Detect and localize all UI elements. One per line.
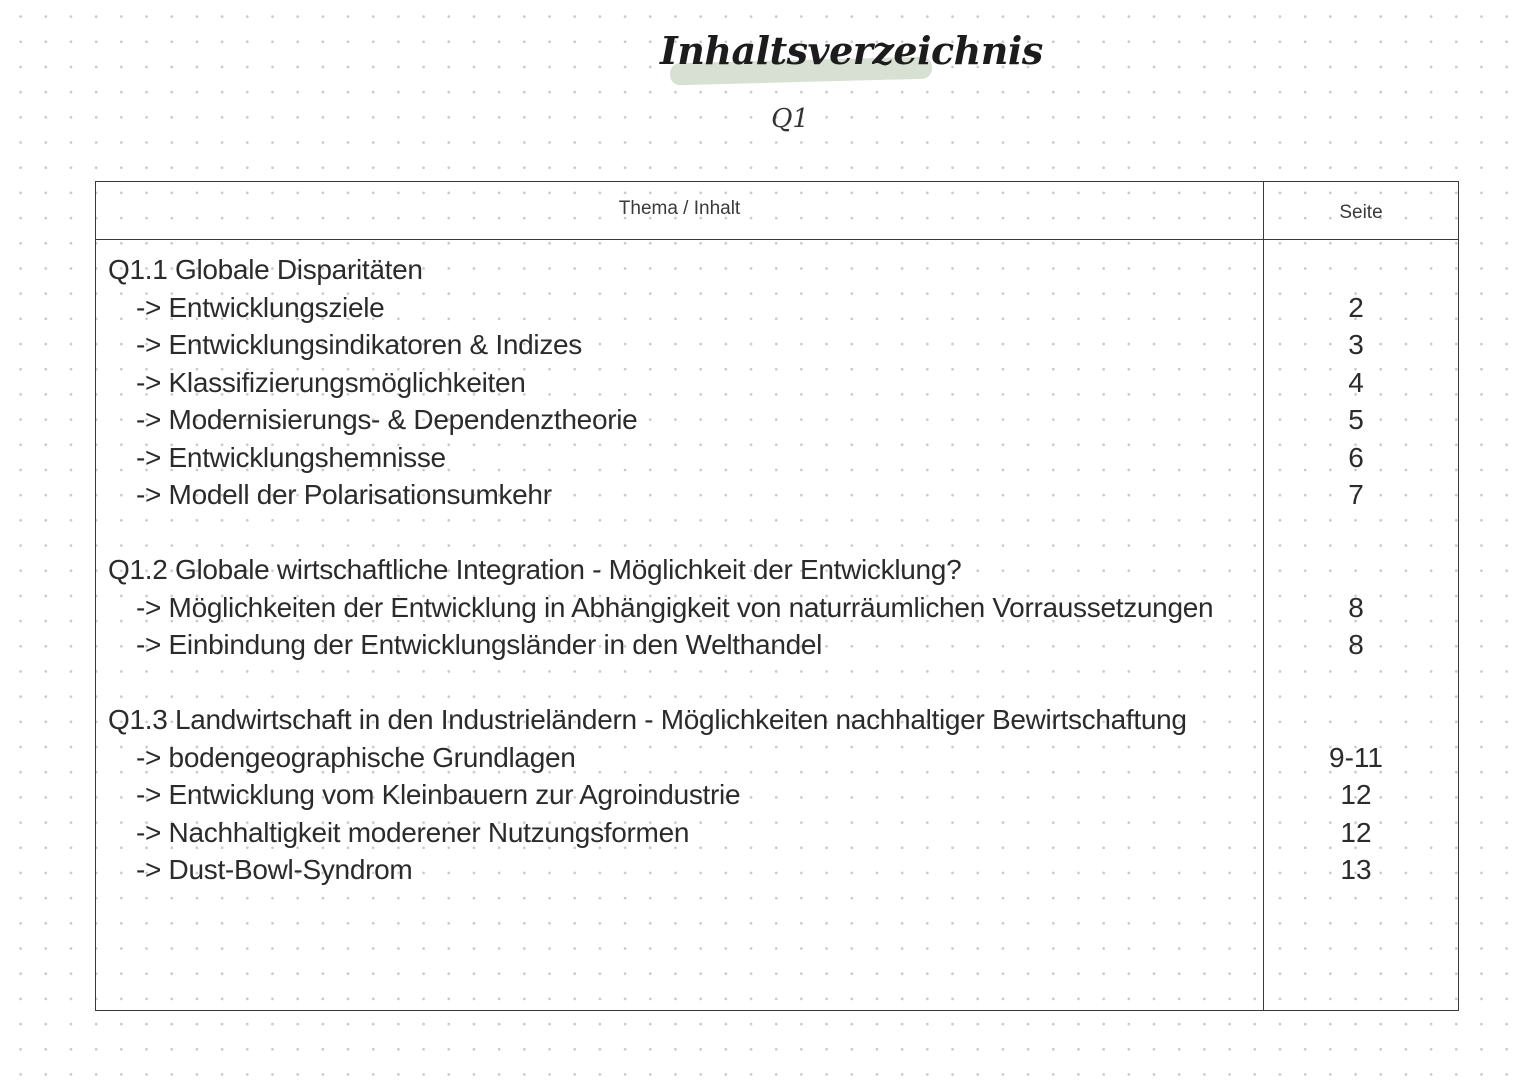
toc-entry-row — [96, 776, 1458, 814]
toc-entry-row — [96, 814, 1458, 852]
toc-entry: -> Modell der Polarisationsumkehr — [136, 479, 552, 510]
toc-entry: -> Möglichkeiten der Entwicklung in Abhängigkeit von naturräumlichen Vorraussetzungen — [136, 592, 1214, 623]
section-heading: Q1.2 Globale wirtschaftliche Integration - Möglichkeit der Entwicklung? — [108, 554, 962, 585]
toc-entry-row — [96, 626, 1458, 664]
page-number: 8 — [1348, 629, 1364, 660]
page-number: 9-11 — [1329, 742, 1383, 773]
section-heading: Q1.1 Globale Disparitäten — [108, 254, 423, 285]
toc-entry: -> Entwicklungsziele — [136, 292, 385, 323]
header-divider — [96, 239, 1458, 240]
header-page: Seite — [1339, 202, 1383, 223]
toc-entry-row — [96, 589, 1458, 627]
page-number: 13 — [1340, 854, 1372, 885]
toc-entry: -> bodengeographische Grundlagen — [136, 742, 576, 773]
toc-entry: -> Entwicklung vom Kleinbauern zur Agroindustrie — [136, 779, 741, 810]
toc-entry-row — [96, 326, 1458, 364]
section-heading-row — [96, 551, 1458, 589]
toc-entry-row — [96, 739, 1458, 777]
page-number: 3 — [1348, 329, 1364, 360]
page-title: Inhaltsverzeichnis — [660, 28, 1043, 73]
page-number: 2 — [1348, 292, 1364, 323]
section-heading-row — [96, 251, 1458, 289]
page-number: 7 — [1348, 479, 1364, 510]
page-number: 5 — [1348, 404, 1364, 435]
toc-entry: -> Einbindung der Entwicklungsländer in den Welthandel — [136, 629, 823, 660]
toc-entry: -> Nachhaltigkeit moderener Nutzungsformen — [136, 817, 690, 848]
toc-table — [95, 181, 1459, 1011]
toc-entry-row — [96, 289, 1458, 327]
page-number: 6 — [1348, 442, 1364, 473]
page-number: 4 — [1348, 367, 1364, 398]
toc-entry: -> Klassifizierungsmöglichkeiten — [136, 367, 526, 398]
toc-entry: -> Entwicklungsindikatoren & Indizes — [136, 329, 582, 360]
header-topic: Thema / Inhalt — [618, 198, 741, 219]
page-title-block — [660, 28, 1043, 90]
toc-entry-row — [96, 401, 1458, 439]
page-number: 12 — [1340, 817, 1372, 848]
toc-entry: -> Modernisierungs- & Dependenztheorie — [136, 404, 638, 435]
page-subtitle: Q1 — [771, 104, 809, 134]
section-heading: Q1.3 Landwirtschaft in den Industrieländern - Möglichkeiten nachhaltiger Bewirtschaftung — [108, 704, 1187, 735]
page-number: 12 — [1340, 779, 1372, 810]
page-number: 8 — [1348, 592, 1364, 623]
toc-entry-row — [96, 851, 1458, 889]
toc-entry-row — [96, 439, 1458, 477]
toc-entry: -> Dust-Bowl-Syndrom — [136, 854, 413, 885]
toc-entry: -> Entwicklungshemnisse — [136, 442, 446, 473]
section-heading-row — [96, 701, 1458, 739]
toc-entry-row — [96, 476, 1458, 514]
toc-entry-row — [96, 364, 1458, 402]
